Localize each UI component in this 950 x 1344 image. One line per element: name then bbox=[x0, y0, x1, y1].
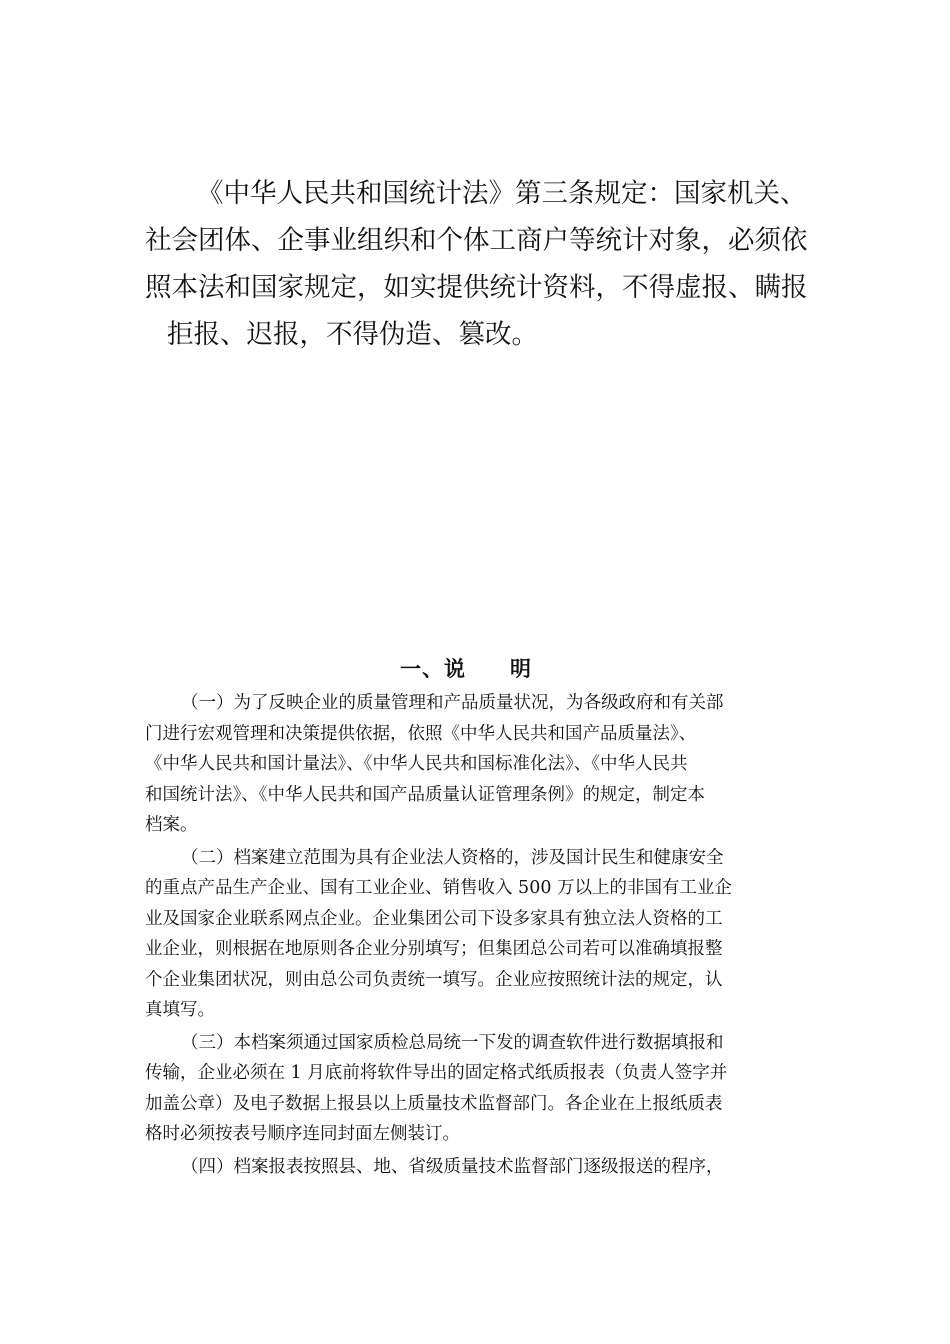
paragraph-line: 业企业，则根据在地原则各企业分别填写；但集团总公司若可以准确填报整 bbox=[145, 939, 723, 959]
paragraph-line: （二）档案建立范围为具有企业法人资格的，涉及国计民生和健康安全 bbox=[181, 847, 724, 868]
paragraph-1 bbox=[145, 688, 787, 841]
paragraph-line: 的重点产品生产企业、国有工业企业、销售收入 500 万以上的非国有工业企 bbox=[145, 878, 733, 898]
paragraph-line: 档案。 bbox=[145, 815, 198, 835]
paragraph-4 bbox=[145, 1152, 787, 1183]
section-title bbox=[145, 652, 787, 686]
section-title-part2: 明 bbox=[510, 656, 532, 681]
paragraph-line: （一）为了反映企业的质量管理和产品质量状况，为各级政府和有关部 bbox=[181, 693, 724, 713]
paragraph-line: 加盖公章）及电子数据上报县以上质量技术监督部门。各企业在上报纸质表 bbox=[145, 1093, 723, 1114]
paragraph-line: 和国统计法》、《中华人民共和国产品质量认证管理条例》的规定，制定本 bbox=[145, 784, 705, 805]
paragraph-line: 真填写。 bbox=[145, 1000, 215, 1020]
paragraph-line: （四）档案报表按照县、地、省级质量技术监督部门逐级报送的程序， bbox=[181, 1156, 724, 1177]
paragraph-3 bbox=[145, 1028, 787, 1150]
paragraph-2 bbox=[145, 843, 787, 1026]
explanation-section bbox=[145, 652, 787, 1184]
law-notice-line: 社会团体、企事业组织和个体工商户等统计对象，必须依 bbox=[145, 225, 808, 256]
paragraph-line: 个企业集团状况，则由总公司负责统一填写。企业应按照统计法的规定，认 bbox=[145, 969, 723, 990]
law-notice bbox=[145, 170, 808, 358]
paragraph-line: 业及国家企业联系网点企业。企业集团公司下设多家具有独立法人资格的工 bbox=[145, 908, 723, 929]
paragraph-line: 传输，企业必须在 1 月底前将软件导出的固定格式纸质报表（负责人签字并 bbox=[145, 1063, 728, 1083]
law-notice-line: 拒报、迟报，不得伪造、篡改。 bbox=[167, 319, 538, 350]
paragraph-line: 门进行宏观管理和决策提供依据，依照《中华人民共和国产品质量法》、 bbox=[145, 723, 697, 744]
paragraph-line: （三）本档案须通过国家质检总局统一下发的调查软件进行数据填报和 bbox=[181, 1032, 724, 1053]
paragraph-line: 格时必须按表号顺序连同封面左侧装订。 bbox=[145, 1124, 460, 1144]
law-notice-line: 照本法和国家规定，如实提供统计资料，不得虚报、瞒报 bbox=[145, 272, 808, 303]
paragraph-line: 《中华人民共和国计量法》、《中华人民共和国标准化法》、《中华人民共 bbox=[145, 754, 688, 774]
section-title-part1: 一、说 bbox=[400, 656, 466, 681]
law-notice-line: 《中华人民共和国统计法》第三条规定：国家机关、 bbox=[197, 178, 807, 209]
